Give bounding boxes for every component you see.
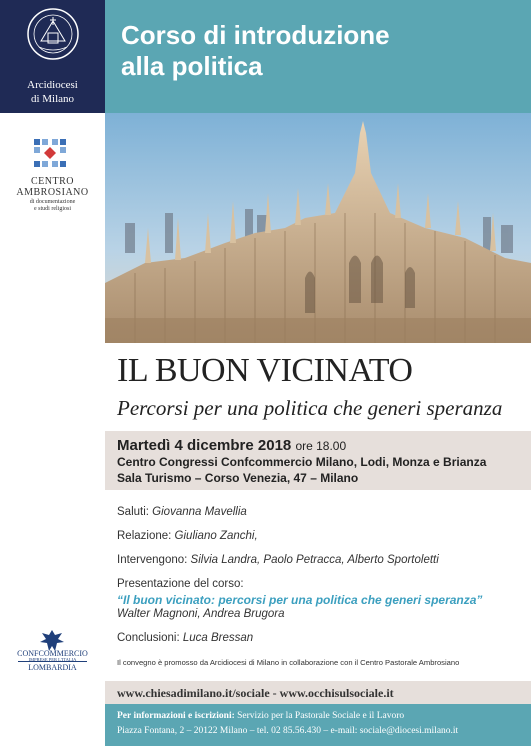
centro-ambrosiano-logo-icon [30, 137, 70, 173]
event-headline: IL BUON VICINATO [117, 352, 413, 389]
course-heading-line2: alla politica [121, 51, 263, 81]
cam-line4: e studi religiosi [34, 206, 71, 212]
footer-address: Piazza Fontana, 2 – 20122 Milano – tel. 02 85.56.430 – e-mail: sociale@diocesi.milano.it [117, 726, 459, 736]
program-intervengono [117, 554, 439, 566]
duomo-photo [105, 113, 531, 343]
header-band [105, 0, 531, 113]
archdiocese-seal-icon [26, 7, 80, 61]
presentazione-names: Walter Magnoni, Andrea Brugora [117, 608, 285, 620]
contact-footer [105, 704, 531, 746]
left-column [0, 0, 105, 746]
program-saluti [117, 506, 247, 518]
footer-info-line [117, 711, 404, 721]
program-relazione [117, 530, 258, 542]
cam-line2: AMBROSIANO [16, 187, 89, 198]
cam-line3: di documentazione [29, 199, 76, 205]
saluti-label: Saluti: [117, 506, 149, 518]
program-conclusioni [117, 632, 253, 644]
intervengono-label: Intervengono: [117, 554, 188, 566]
event-datetime [117, 437, 346, 454]
conf-line3: LOMBARDIA [28, 663, 77, 672]
saluti-name: Giovanna Mavellia [152, 506, 247, 518]
presentazione-label: Presentazione del corso: [117, 578, 244, 590]
event-time: ore 18.00 [295, 439, 347, 453]
website-links[interactable]: www.chiesadimilano.it/sociale - www.occhisulsociale.it [117, 686, 394, 700]
org-name-line1: Arcidiocesi [27, 79, 78, 91]
conf-line1: CONFCOMMERCIO [17, 649, 88, 658]
course-heading-line1: Corso di introduzione [121, 20, 390, 50]
links-box [105, 681, 531, 704]
footer-info-text: Servizio per la Pastorale Sociale e il Lavoro [237, 711, 405, 721]
footer-info-label: Per informazioni e iscrizioni: [117, 711, 235, 721]
conf-line2: IMPRESE PER L'ITALIA [28, 657, 77, 662]
program-presentazione-names [117, 608, 284, 620]
event-venue-line1: Centro Congressi Confcommercio Milano, Lodi, Monza e Brianza [117, 455, 487, 469]
relazione-label: Relazione: [117, 530, 172, 542]
promotion-note: Il convegno è promosso da Arcidiocesi di Milano in collaborazione con il Centro Pastorale Ambrosiano [117, 658, 460, 667]
cam-line1: CENTRO [31, 176, 74, 187]
org-name-line2: di Milano [30, 93, 75, 105]
course-heading [121, 20, 390, 82]
relazione-name: Giuliano Zanchi, [174, 530, 258, 542]
conclusioni-label: Conclusioni: [117, 632, 180, 644]
archdiocese-panel [0, 0, 105, 113]
intervengono-names: Silvia Landra, Paolo Petracca, Alberto Sportoletti [190, 554, 439, 566]
event-venue-line2: Sala Turismo – Corso Venezia, 47 – Milano [117, 471, 359, 485]
event-info-box [105, 431, 531, 490]
conclusioni-name: Luca Bressan [182, 632, 254, 644]
course-title: “Il buon vicinato: percorsi per una politica che generi speranza” [117, 593, 483, 607]
event-date: Martedì 4 dicembre 2018 [117, 437, 292, 454]
event-subtitle: Percorsi per una politica che generi speranza [117, 396, 503, 420]
